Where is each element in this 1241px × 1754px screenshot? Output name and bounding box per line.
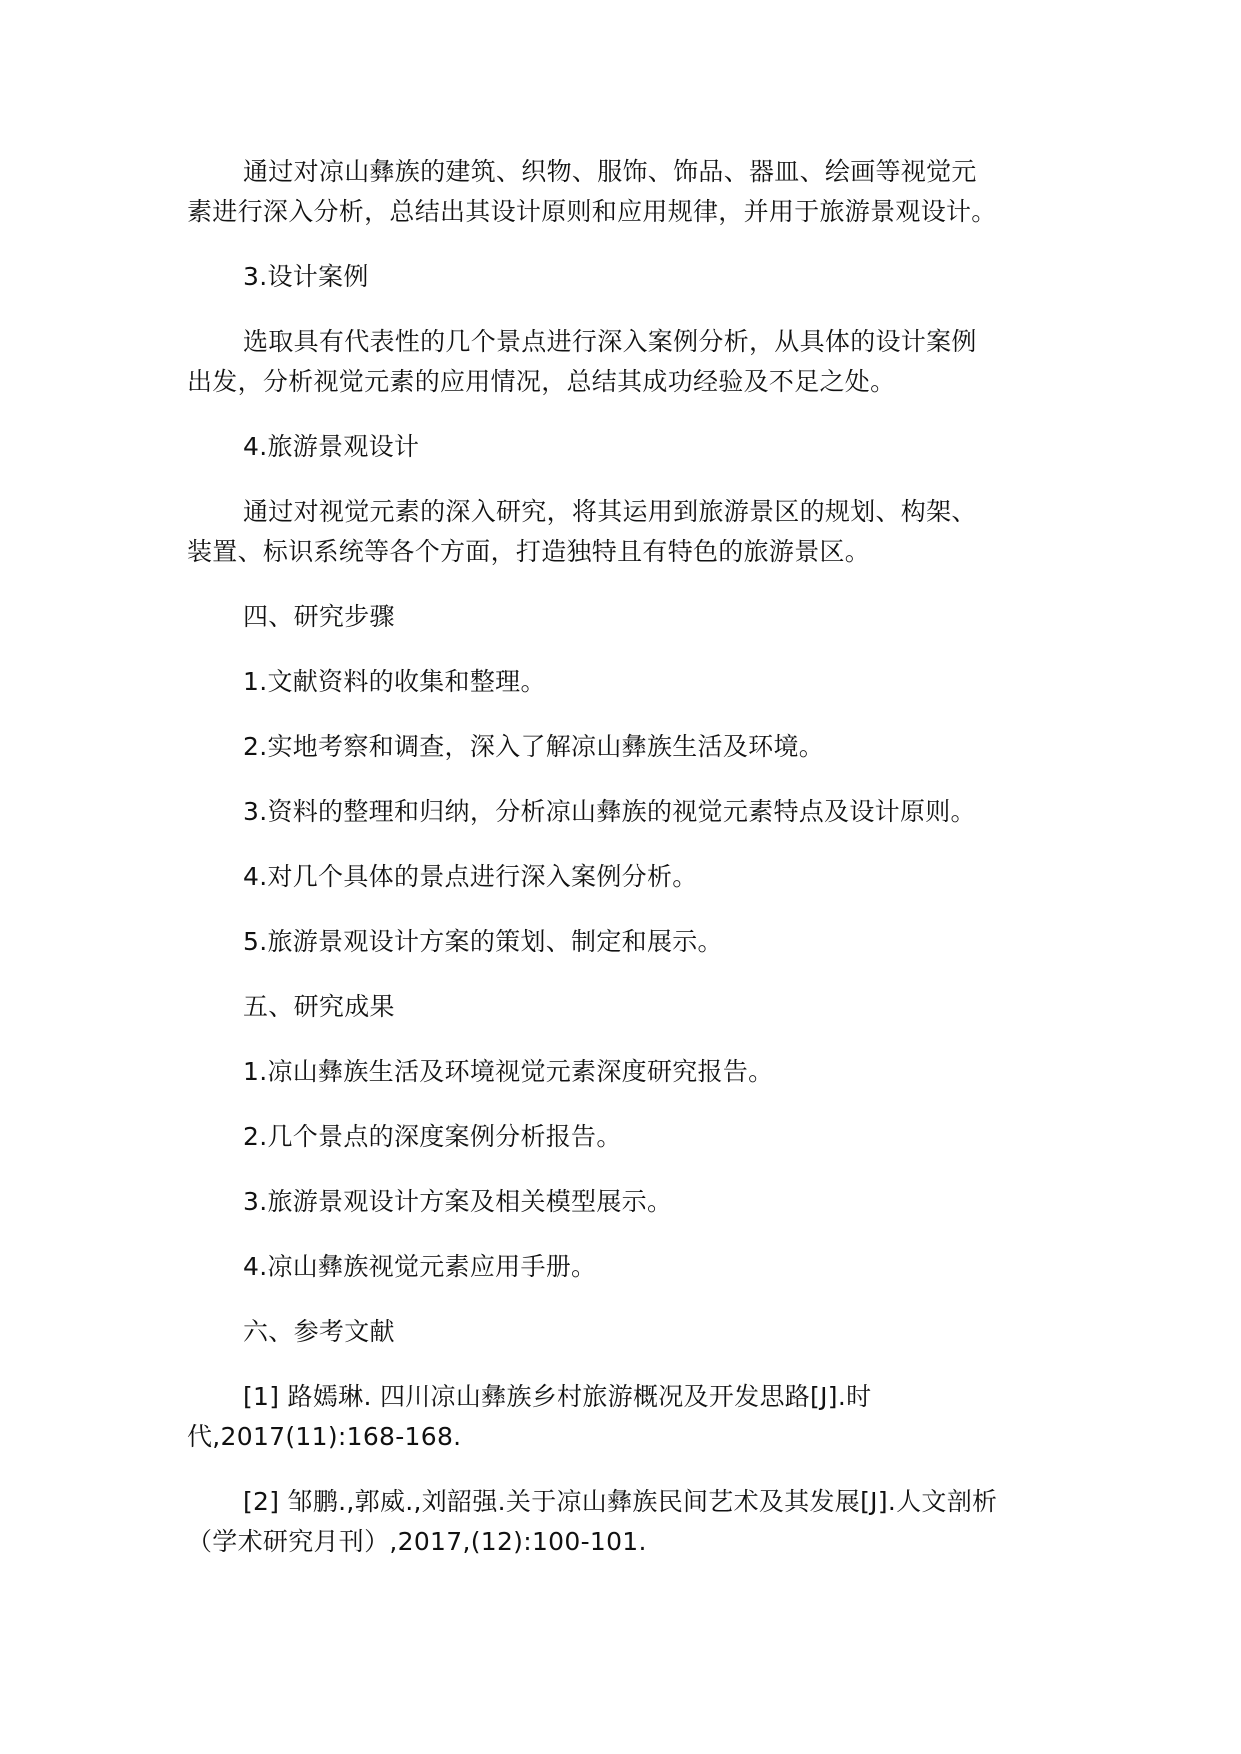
list-item: 4.凉山彝族视觉元素应用手册。 xyxy=(243,1252,597,1281)
list-item: 3.资料的整理和归纳，分析凉山彝族的视觉元素特点及设计原则。 xyxy=(243,797,976,826)
list-item: 2.实地考察和调查，深入了解凉山彝族生活及环境。 xyxy=(243,732,825,761)
list-item: 2.几个景点的深度案例分析报告。 xyxy=(243,1122,622,1151)
section-heading: 六、参考文献 xyxy=(243,1317,395,1346)
list-item: 5.旅游景观设计方案的策划、制定和展示。 xyxy=(243,927,723,956)
body-line: 通过对凉山彝族的建筑、织物、服饰、饰品、器皿、绘画等视觉元 xyxy=(243,157,977,186)
section-heading: 3.设计案例 xyxy=(243,262,369,291)
section-heading: 四、研究步骤 xyxy=(243,602,395,631)
section-heading: 五、研究成果 xyxy=(243,992,395,1021)
document-body xyxy=(187,152,1067,1562)
list-item: 4.对几个具体的景点进行深入案例分析。 xyxy=(243,862,698,891)
section-heading: 4.旅游景观设计 xyxy=(243,432,420,461)
list-item: 3.旅游景观设计方案及相关模型展示。 xyxy=(243,1187,673,1216)
reference-entry: [1] 路嫣琳. 四川凉山彝族乡村旅游概况及开发思路[J].时 xyxy=(243,1382,872,1411)
body-line: 通过对视觉元素的深入研究，将其运用到旅游景区的规划、构架、 xyxy=(243,497,977,526)
reference-entry-continuation: 代,2017(11):168-168. xyxy=(187,1422,462,1451)
body-line: 装置、标识系统等各个方面，打造独特且有特色的旅游景区。 xyxy=(187,537,871,566)
body-line: 出发，分析视觉元素的应用情况，总结其成功经验及不足之处。 xyxy=(187,367,896,396)
reference-entry: [2] 邹鹏.,郭威.,刘韶强.关于凉山彝族民间艺术及其发展[J].人文剖析 xyxy=(243,1487,998,1516)
list-item: 1.凉山彝族生活及环境视觉元素深度研究报告。 xyxy=(243,1057,774,1086)
body-line: 选取具有代表性的几个景点进行深入案例分析，从具体的设计案例 xyxy=(243,327,977,356)
body-line: 素进行深入分析，总结出其设计原则和应用规律，并用于旅游景观设计。 xyxy=(187,197,997,226)
reference-entry-continuation: （学术研究月刊）,2017,(12):100-101. xyxy=(187,1527,647,1556)
list-item: 1.文献资料的收集和整理。 xyxy=(243,667,546,696)
